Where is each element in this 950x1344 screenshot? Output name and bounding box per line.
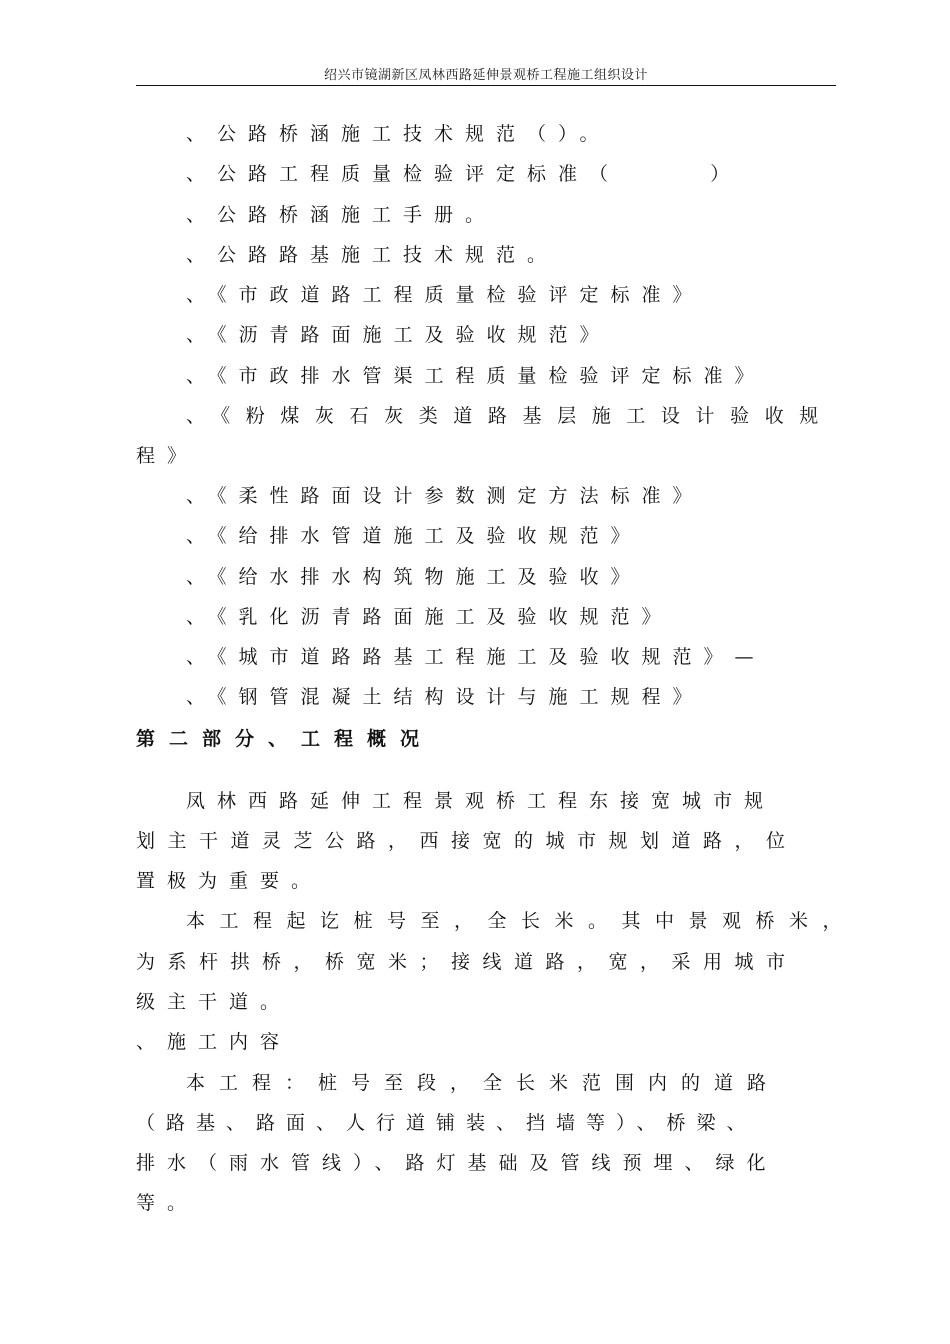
reference-item: 、《市政排水管渠工程质量检验评定标准》	[186, 365, 766, 387]
reference-item: 、《给水排水构筑物施工及验收》	[186, 566, 642, 588]
paragraph-line: （路基、路面、人行道铺装、挡墙等）、桥梁、	[136, 1112, 757, 1134]
paragraph-line: 本工程起讫桩号至，全长米。其中景观桥米，	[186, 910, 857, 932]
subheading-construction-content: 、施工内容	[136, 1031, 292, 1053]
paragraph-line: 凤林西路延伸工程景观桥工程东接宽城市规	[186, 790, 776, 812]
reference-item: 、《沥青路面施工及验收规范》	[186, 324, 611, 346]
header-rule	[136, 85, 836, 86]
page-header: 绍兴市镜湖新区凤林西路延伸景观桥工程施工组织设计	[323, 68, 648, 83]
reference-item: 、《市政道路工程质量检验评定标准》	[186, 284, 704, 306]
reference-item: 、《柔性路面设计参数测定方法标准》	[186, 485, 704, 507]
reference-item: 、《城市道路路基工程施工及验收规范》—	[186, 646, 766, 668]
reference-item: 、公路路基施工技术规范。	[186, 244, 559, 266]
reference-item: 、《粉煤灰石灰类道路基层施工设计验收规	[186, 405, 834, 427]
section-heading: 第二部分、工程概况	[136, 728, 434, 750]
paragraph-line: 划主干道灵芝公路，西接宽的城市规划道路，位	[136, 830, 798, 852]
reference-item: 、《给排水管道施工及验收规范》	[186, 525, 642, 547]
paragraph-line: 级主干道。	[136, 991, 292, 1013]
paragraph-line: 为系杆拱桥，桥宽米；接线道路，宽，采用城市	[136, 951, 798, 973]
reference-item: 、公路桥涵施工手册。	[186, 204, 497, 226]
reference-item-continuation: 程》	[136, 445, 199, 467]
paragraph-line: 置极为重要。	[136, 870, 323, 892]
reference-item: 、《钢管混凝土结构设计与施工规程》	[186, 686, 704, 708]
paragraph-line: 等。	[136, 1192, 199, 1214]
paragraph-line: 排水（雨水管线）、路灯基础及管线预埋、绿化	[136, 1152, 778, 1174]
reference-item: 、《乳化沥青路面施工及验收规范》	[186, 606, 673, 628]
reference-item: 、公路工程质量检验评定标准（ ）	[186, 163, 742, 185]
reference-item: 、公路桥涵施工技术规范（）。	[186, 123, 611, 145]
paragraph-line: 本工程：桩号至段，全长米范围内的道路	[186, 1072, 781, 1094]
